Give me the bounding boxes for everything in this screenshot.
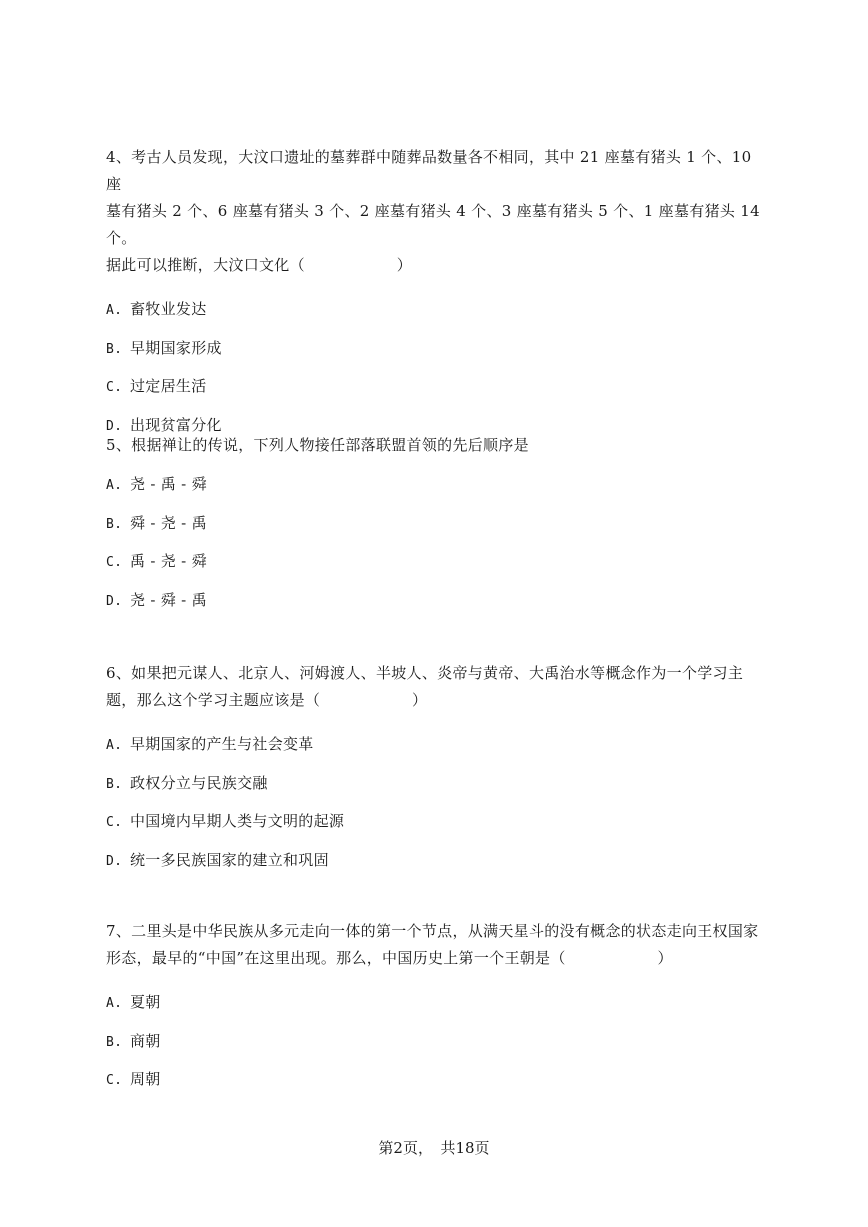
option-letter: D. bbox=[106, 853, 123, 869]
option-text: 政权分立与民族交融 bbox=[130, 773, 268, 792]
option-d bbox=[106, 590, 766, 629]
option-text: 商朝 bbox=[130, 1031, 161, 1050]
stem-line: 题，那么这个学习主题应该是（ ） bbox=[106, 691, 428, 709]
question-4 bbox=[106, 144, 766, 453]
option-d bbox=[106, 850, 766, 889]
option-letter: A. bbox=[106, 738, 123, 753]
question-7 bbox=[106, 918, 766, 1108]
option-a bbox=[106, 992, 766, 1031]
stem-line: 5、根据禅让的传说，下列人物接任部落联盟首领的先后顺序是 bbox=[106, 436, 529, 454]
option-letter: C. bbox=[106, 380, 123, 395]
page-number-footer: 第2页， 共18页 bbox=[378, 1139, 490, 1157]
option-letter: C. bbox=[106, 815, 123, 830]
option-letter: B. bbox=[106, 341, 123, 357]
option-text: 夏朝 bbox=[130, 993, 161, 1011]
option-text: 舜 - 尧 - 禹 bbox=[130, 513, 207, 532]
option-letter: A. bbox=[106, 303, 123, 318]
option-letter: A. bbox=[106, 996, 123, 1011]
option-c bbox=[106, 376, 766, 415]
option-letter: D. bbox=[106, 418, 123, 434]
option-letter: B. bbox=[106, 1034, 123, 1050]
option-letter: B. bbox=[106, 516, 123, 532]
stem-line: 形态，最早的“中国”在这里出现。那么，中国历史上第一个王朝是（ ） bbox=[106, 949, 673, 967]
stem-line: 据此可以推断，大汶口文化（ ） bbox=[106, 256, 413, 274]
stem-line: 6、如果把元谋人、北京人、河姆渡人、半坡人、炎帝与黄帝、大禹治水等概念作为一个学习主 bbox=[106, 664, 744, 682]
question-stem bbox=[106, 918, 766, 972]
option-letter: B. bbox=[106, 776, 123, 792]
option-b bbox=[106, 773, 766, 812]
stem-line: 4、考古人员发现，大汶口遗址的墓葬群中随葬品数量各不相同，其中 21 座墓有猪头 1 个、10 座 bbox=[106, 148, 752, 193]
question-5 bbox=[106, 432, 766, 628]
option-a bbox=[106, 474, 766, 513]
option-b bbox=[106, 513, 766, 552]
question-stem bbox=[106, 144, 766, 279]
question-stem bbox=[106, 432, 766, 459]
option-text: 早期国家形成 bbox=[130, 338, 222, 357]
option-c bbox=[106, 551, 766, 590]
option-text: 周朝 bbox=[130, 1070, 161, 1088]
option-b bbox=[106, 1031, 766, 1070]
option-letter: A. bbox=[106, 478, 123, 493]
option-letter: D. bbox=[106, 593, 123, 609]
option-text: 出现贫富分化 bbox=[130, 415, 222, 434]
option-text: 禹 - 尧 - 舜 bbox=[130, 552, 207, 570]
option-text: 过定居生活 bbox=[130, 377, 207, 395]
option-b bbox=[106, 338, 766, 377]
option-text: 尧 - 舜 - 禹 bbox=[130, 590, 207, 609]
option-c bbox=[106, 811, 766, 850]
question-stem bbox=[106, 660, 766, 714]
option-letter: C. bbox=[106, 1073, 123, 1088]
stem-line: 7、二里头是中华民族从多元走向一体的第一个节点，从满天星斗的没有概念的状态走向王权国家 bbox=[106, 922, 759, 940]
option-text: 早期国家的产生与社会变革 bbox=[130, 735, 314, 753]
option-a bbox=[106, 299, 766, 338]
option-text: 尧 - 禹 - 舜 bbox=[130, 475, 207, 493]
option-text: 统一多民族国家的建立和巩固 bbox=[130, 850, 329, 869]
question-6 bbox=[106, 660, 766, 888]
option-text: 畜牧业发达 bbox=[130, 300, 207, 318]
option-a bbox=[106, 734, 766, 773]
option-letter: C. bbox=[106, 555, 123, 570]
stem-line: 墓有猪头 2 个、6 座墓有猪头 3 个、2 座墓有猪头 4 个、3 座墓有猪头 5 个、1 座墓有猪头 14 个。 bbox=[106, 202, 760, 247]
option-text: 中国境内早期人类与文明的起源 bbox=[130, 812, 345, 830]
option-c bbox=[106, 1069, 766, 1108]
